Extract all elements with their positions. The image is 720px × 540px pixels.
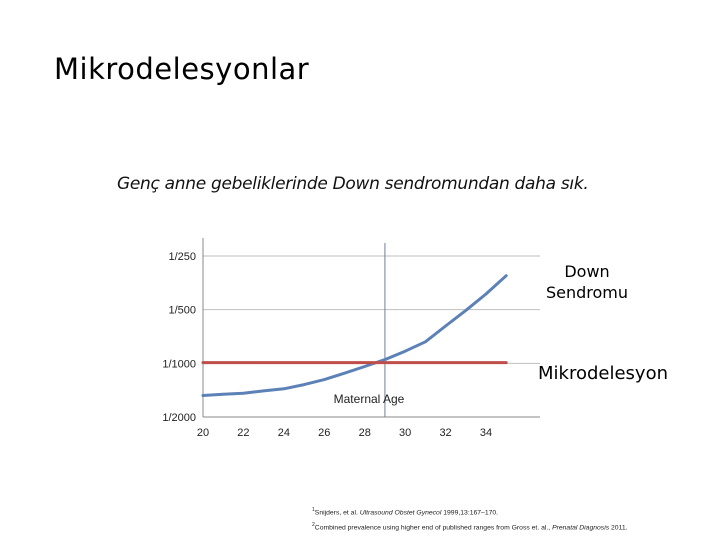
footnote-2: $^2$Combined prevalence using higher end of published ranges from Gross et. al., Prenatal Diagnosis 2011. — [312, 522, 628, 532]
slide-title: Mikrodelesyonlar — [54, 52, 310, 86]
y-tick-label: 1/250 — [168, 251, 196, 263]
series-line-down-sendromu — [203, 276, 506, 396]
series-lines — [203, 276, 506, 396]
x-tick-label: 32 — [439, 427, 452, 439]
x-tick-label: 20 — [196, 427, 210, 439]
y-tick-label: 1/1000 — [162, 358, 196, 371]
legend-down-sendromu: Down Sendromu — [545, 262, 629, 302]
footnote-1: $^1$Snijders, et al. Ultrasound Obstet Gynecol 1999,13:167–170. — [312, 507, 499, 517]
x-tick-label: 26 — [318, 427, 331, 439]
x-tick-label: 34 — [479, 427, 493, 439]
legend-labels — [538, 262, 668, 384]
y-tick-label: 1/2000 — [162, 412, 196, 424]
x-axis-label: Maternal Age — [333, 392, 405, 406]
axes — [203, 238, 540, 417]
x-tick-label: 30 — [399, 427, 412, 439]
legend-mikrodelesyon: Mikrodelesyon — [538, 363, 668, 384]
x-tick-label: 28 — [358, 427, 371, 439]
y-tick-labels — [162, 251, 196, 424]
x-tick-label: 24 — [277, 427, 290, 439]
x-tick-labels — [197, 427, 492, 439]
slide-subtitle: Genç anne gebeliklerinde Down sendromundan daha sık. — [117, 174, 589, 194]
footnotes — [312, 504, 628, 535]
y-tick-label: 1/500 — [168, 304, 196, 317]
x-tick-label: 22 — [237, 427, 250, 439]
